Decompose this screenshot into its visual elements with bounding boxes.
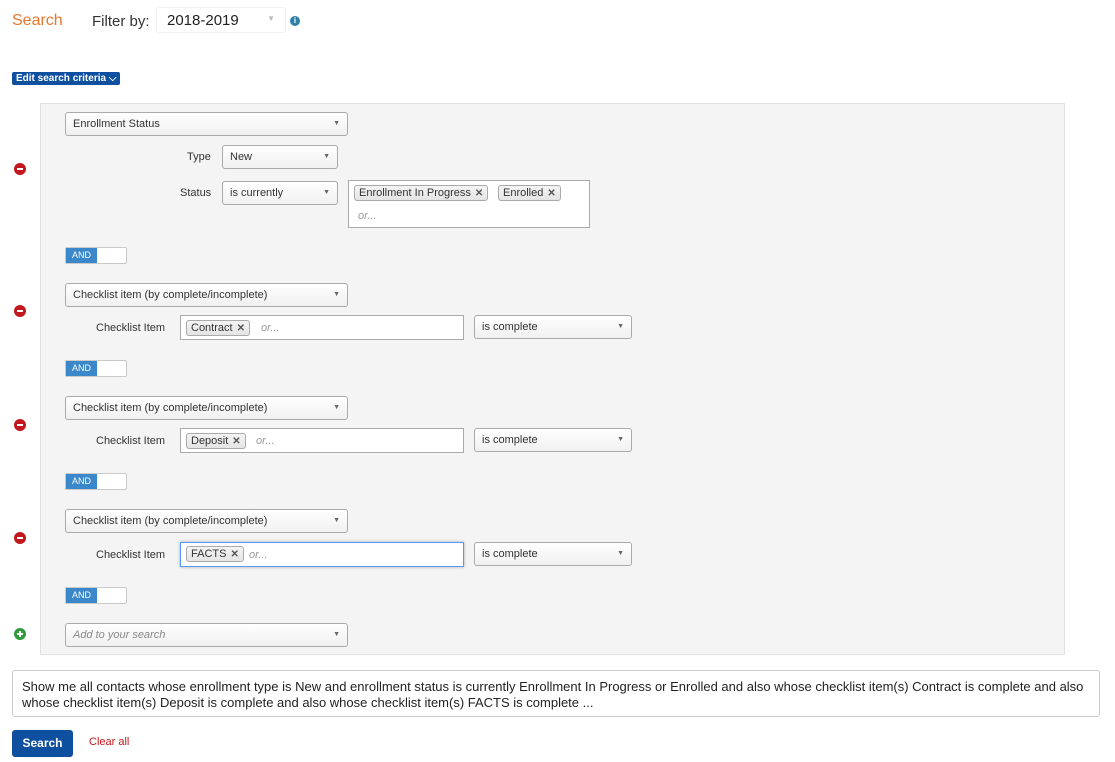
year-filter-select[interactable] [156, 7, 286, 33]
chevron-down-icon: ▼ [323, 153, 330, 160]
remove-criterion-icon[interactable] [14, 532, 26, 544]
checklist-tag [186, 546, 244, 562]
and-toggle-label: AND [66, 588, 97, 603]
chevron-down-icon: ▼ [617, 550, 624, 557]
completion-select[interactable] [474, 542, 632, 566]
status-tag [498, 185, 561, 201]
and-or-toggle[interactable] [65, 247, 127, 264]
close-icon[interactable]: ✕ [236, 323, 245, 334]
criterion-field-select[interactable] [65, 283, 348, 307]
tags-placeholder: or... [249, 549, 268, 561]
checklist-tags-input[interactable] [180, 315, 464, 340]
checklist-tags-input[interactable] [180, 542, 464, 567]
chevron-down-icon: ▼ [333, 120, 340, 127]
chevron-down-icon: ▼ [267, 14, 275, 23]
tags-placeholder: or... [256, 435, 275, 447]
and-or-toggle[interactable] [65, 473, 127, 490]
status-label: Status [180, 187, 212, 199]
edit-search-criteria-button[interactable] [12, 72, 120, 85]
status-tags-input[interactable] [348, 180, 590, 228]
filter-label: Filter by: [92, 13, 150, 30]
chevron-down-icon: ▼ [333, 291, 340, 298]
clear-all-link[interactable]: Clear all [89, 736, 130, 748]
criterion-field-select[interactable] [65, 509, 348, 533]
status-tag [354, 185, 488, 201]
year-filter-value: 2018-2019 [167, 12, 239, 29]
add-to-search-select[interactable] [65, 623, 348, 647]
edit-search-criteria-label: Edit search criteria [16, 73, 107, 84]
add-to-search-placeholder: Add to your search [73, 629, 166, 641]
criterion-field-value: Enrollment Status [73, 118, 160, 130]
completion-value: is complete [482, 548, 538, 560]
info-icon[interactable]: i [290, 16, 300, 26]
remove-criterion-icon[interactable] [14, 305, 26, 317]
completion-select[interactable] [474, 428, 632, 452]
criterion-field-value: Checklist item (by complete/incomplete) [73, 289, 268, 301]
criterion-field-select[interactable] [65, 396, 348, 420]
search-summary: Show me all contacts whose enrollment type is New and enrollment status is currently Enrollment In Progress or Enrolled and also whose checklist item(s) Contract is complete and also whose checklist item(s) Deposit is complete and also whose checklist item(s) FACTS is complete ... [12, 670, 1100, 717]
checklist-tag-label: FACTS [191, 548, 227, 560]
and-toggle-label: AND [66, 474, 97, 489]
search-button[interactable]: Search [12, 730, 73, 757]
status-operator-value: is currently [230, 187, 284, 199]
status-tag-label: Enrollment In Progress [359, 187, 471, 199]
type-select[interactable] [222, 145, 338, 169]
checklist-tag-label: Deposit [191, 435, 229, 447]
chevron-down-icon: ▼ [333, 631, 340, 638]
criterion-field-select[interactable] [65, 112, 348, 136]
chevron-down-icon: ⌵ [108, 73, 117, 84]
remove-criterion-icon[interactable] [14, 163, 26, 175]
checklist-item-label: Checklist Item [96, 322, 166, 334]
and-toggle-label: AND [66, 361, 97, 376]
close-icon[interactable]: ✕ [230, 549, 239, 560]
close-icon[interactable]: ✕ [474, 188, 484, 199]
chevron-down-icon: ▼ [617, 323, 624, 330]
and-toggle-label: AND [66, 248, 97, 263]
tags-placeholder: or... [358, 210, 377, 222]
remove-criterion-icon[interactable] [14, 419, 26, 431]
checklist-item-label: Checklist Item [96, 435, 166, 447]
close-icon[interactable]: ✕ [232, 436, 241, 447]
criterion-field-value: Checklist item (by complete/incomplete) [73, 402, 268, 414]
chevron-down-icon: ▼ [333, 517, 340, 524]
and-or-toggle[interactable] [65, 360, 127, 377]
close-icon[interactable]: ✕ [547, 188, 556, 199]
checklist-tag [186, 320, 250, 336]
type-label: Type [187, 151, 211, 163]
chevron-down-icon: ▼ [323, 189, 330, 196]
page-title: Search [12, 12, 63, 29]
checklist-item-label: Checklist Item [96, 549, 166, 561]
checklist-tag-label: Contract [191, 322, 233, 334]
status-operator-select[interactable] [222, 181, 338, 205]
and-or-toggle[interactable] [65, 587, 127, 604]
checklist-tag [186, 433, 246, 449]
chevron-down-icon: ▼ [617, 436, 624, 443]
checklist-tags-input[interactable] [180, 428, 464, 453]
criterion-field-value: Checklist item (by complete/incomplete) [73, 515, 268, 527]
chevron-down-icon: ▼ [333, 404, 340, 411]
status-tag-label: Enrolled [503, 187, 544, 199]
type-value: New [230, 151, 253, 163]
tags-placeholder: or... [261, 322, 280, 334]
completion-value: is complete [482, 434, 538, 446]
add-criterion-icon[interactable] [14, 628, 26, 640]
completion-select[interactable] [474, 315, 632, 339]
completion-value: is complete [482, 321, 538, 333]
